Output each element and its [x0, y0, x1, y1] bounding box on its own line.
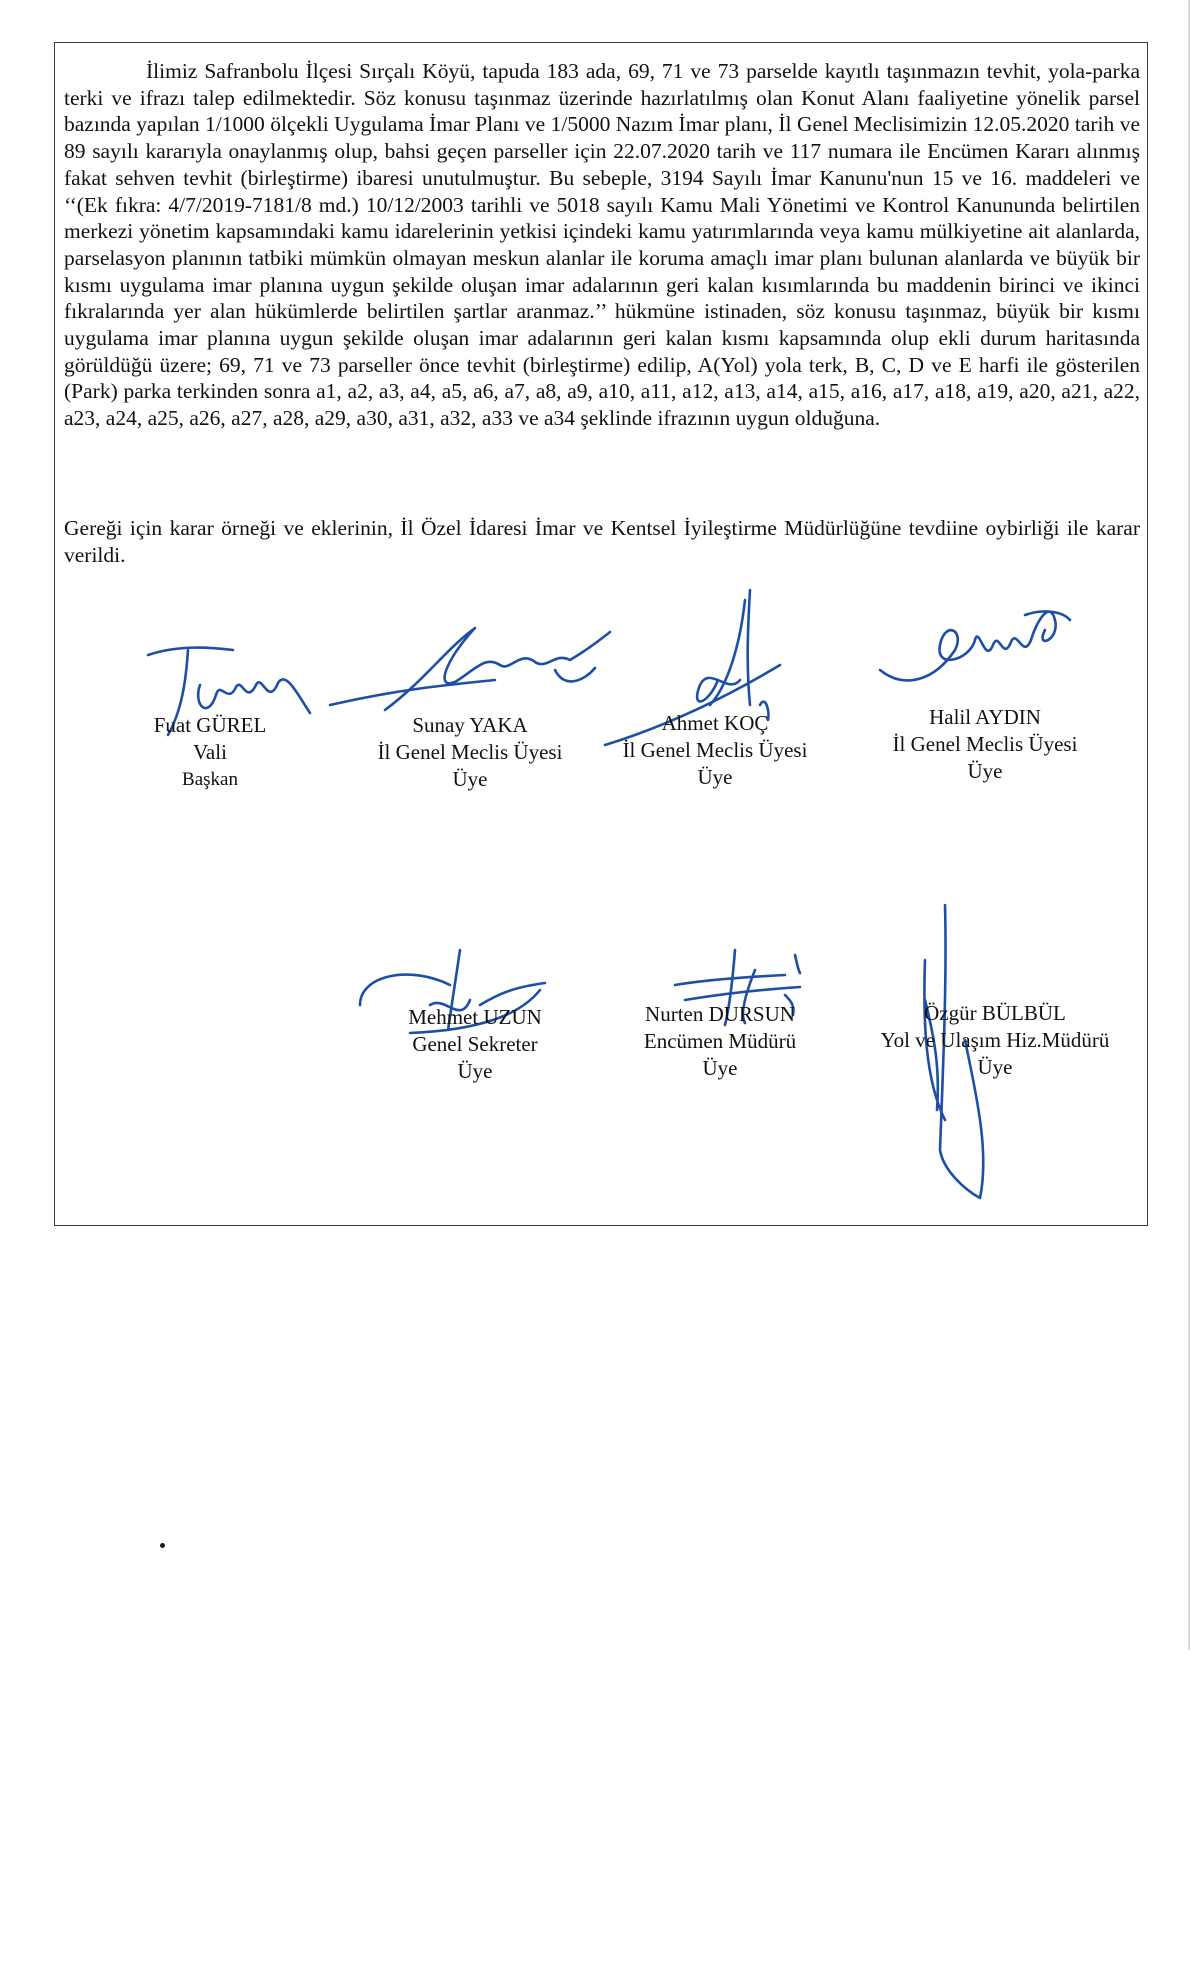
- decision-text: İlimiz Safranbolu İlçesi Sırçalı Köyü, tapuda 183 ada, 69, 71 ve 73 parselde kayıtlı taşınmazın tevhit, yola-parka terki ve ifrazı talep edilmektedir. Söz konusu taşınmaz üzerinde hazırlatılmış olan Konut Alanı faaliyetine yönelik parsel bazında yapılan 1/1000 ölçekli Uygulama İmar Planı ve 1/5000 Nazım İmar planı, İl Genel Meclisimizin 12.05.2020 tarih ve 89 sayılı kararıyla onaylanmış olup, bahsi geçen parseller için 22.07.2020 tarih ve 117 numara ile Encümen Kararı alınmış fakat sehven tevhit (birleştirme) ibaresi unutulmuştur. Bu sebeple, 3194 Sayılı İmar Kanunu'nun 15 ve 16. maddeleri ve ‘‘(Ek fıkra: 4/7/2019-7181/8 md.) 10/12/2003 tarihli ve 5018 sayılı Kamu Mali Yönetimi ve Kontrol Kanununda belirtilen merkezi yönetim kapsamındaki kamu idarelerinin yetkisi içindeki kamu yatırımlarında veya kamu mülkiyetine ait alanlarda, parselasyon planının tatbiki mümkün olmayan meskun alanlar ile koruma amaçlı imar planı bulunan alanlarda ve büyük bir kısmı uygulama imar planına uygun şekilde oluşan imar adalarının geri kalan kısımlarında bu maddenin birinci ve ikinci fıkralarında yer alan hükümlerde belirtilen şartlar aranmaz.’’ hükmüne istinaden, söz konusu taşınmaz, büyük bir kısmı uygulama imar planına uygun şekilde oluşan imar adalarının geri kalan kısmı kapsamında olup ekli durum haritasında görüldüğü üzere; 69, 71 ve 73 parseller önce tevhit (birleştirme) edilip, A(Yol) yola terk, B, C, D ve E harfi ile gösterilen (Park) parka terkinden sonra a1, a2, a3, a4, a5, a6, a7, a8, a9, a10, a11, a12, a13, a14, a15, a16, a17, a18, a19, a20, a21, a22, a23, a24, a25, a26, a27, a28, a29, a30, a31, a32, a33 ve a34 şeklinde ifrazının uygun olduğuna.: [64, 59, 1140, 431]
- signatory-nurten-dursun: [615, 1001, 825, 1082]
- signatory-name: Ahmet KOÇ: [661, 711, 769, 735]
- signatory-ahmet-koc: [600, 710, 830, 791]
- closing-paragraph: [64, 515, 1140, 569]
- closing-text: Gereği için karar örneği ve eklerinin, İl Özel İdaresi İmar ve Kentsel İyileştirme Müdürlüğüne tevdiine oybirliği ile karar verildi.: [64, 516, 1140, 567]
- signatory-sunay-yaka: [355, 712, 585, 793]
- signatory-role: İl Genel Meclis Üyesi: [892, 732, 1078, 756]
- signatory-role: İl Genel Meclis Üyesi: [377, 740, 563, 764]
- signatory-role: İl Genel Meclis Üyesi: [622, 738, 808, 762]
- signatory-member: Üye: [702, 1056, 738, 1080]
- signatory-name: Halil AYDIN: [929, 705, 1041, 729]
- signatory-member: Üye: [967, 759, 1003, 783]
- signatory-member: Başkan: [182, 769, 238, 790]
- signatory-role: Genel Sekreter: [412, 1032, 538, 1056]
- signatory-name: Nurten DURSUN: [645, 1002, 795, 1026]
- signatory-role: Yol ve Ulaşım Hiz.Müdürü: [880, 1028, 1110, 1052]
- signatory-halil-aydin: [865, 704, 1105, 785]
- signatory-name: Sunay YAKA: [412, 713, 528, 737]
- signatory-member: Üye: [977, 1055, 1013, 1079]
- signatory-role: Encümen Müdürü: [643, 1029, 797, 1053]
- signatory-name: Mehmet UZUN: [408, 1005, 542, 1029]
- signature-halil-aydin: [875, 590, 1075, 700]
- signatory-member: Üye: [452, 767, 488, 791]
- signatory-name: Özgür BÜLBÜL: [924, 1001, 1066, 1025]
- signatory-member: Üye: [697, 765, 733, 789]
- decision-paragraph: [64, 58, 1140, 432]
- page-speck: [160, 1543, 165, 1548]
- signatory-ozgur-bulbul: [855, 1000, 1135, 1081]
- signatory-mehmet-uzun: [375, 1004, 575, 1085]
- signatory-role: Vali: [193, 740, 227, 764]
- signatory-name: Fuat GÜREL: [153, 713, 267, 737]
- signatory-member: Üye: [457, 1059, 493, 1083]
- scan-edge-mark: [1188, 0, 1190, 1650]
- signatory-fuat-gurel: [130, 712, 290, 793]
